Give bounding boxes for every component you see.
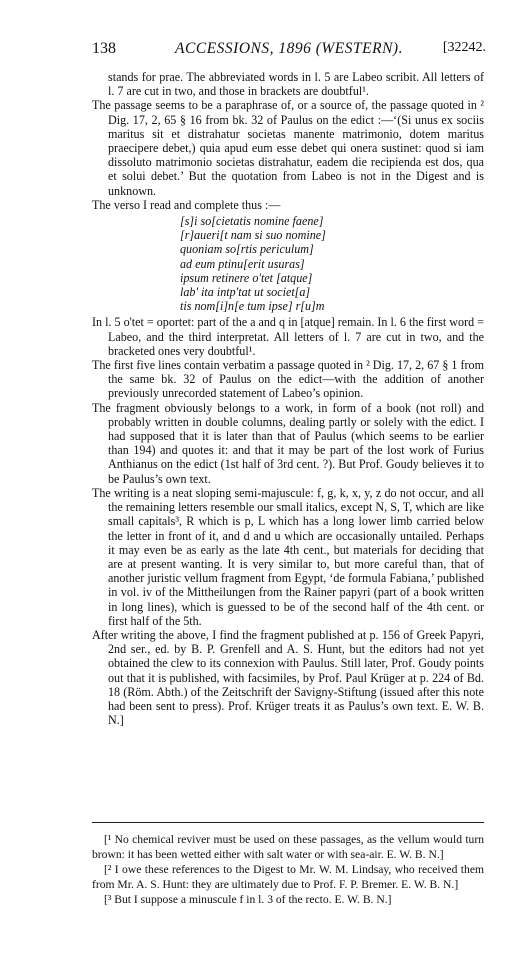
page-number: 138 — [92, 40, 116, 57]
footnote-divider — [92, 822, 484, 823]
main-text — [92, 70, 484, 727]
footnote-2: [² I owe these references to the Digest to Mr. W. M. Lindsay, who received them from Mr. A. S. Hunt: they are ultimately due to Prof. F. P. Bremer. E. W. B. N.] — [92, 863, 484, 891]
footnotes — [92, 832, 484, 907]
paragraph-7: The writing is a neat sloping semi-majuscule: f, g, k, x, y, z do not occur, and all the remaining letters resemble our small italics, except N, S, T, which are like small capitals³, R which is p, L which has a long lower limb carried below the letter in front of it, and d and u which are occasionally untailed. Perhaps it may even be as early as the late 4th cent., but materials for deciding that are at present wanting. It is very similar to, but more careful than, that of another juristic vellum fragment from Egypt, ‘de formula Fabiana,’ published in vol. iv of the Mittheilungen from the Rainer papyri (part of a book written in long lines), which is guessed to be of the second half of the 4th cent. or first half of the 5th. — [92, 485, 484, 628]
paragraph-1: stands for prae. The abbreviated words in l. 5 are Labeo scribit. All letters of l. 7 are cut in two, and those in brackets are doubtful¹. — [108, 70, 484, 99]
paragraph-2: The passage seems to be a paraphrase of, or a source of, the passage quoted in ² Dig. 17, 2, 65 § 16 from bk. 32 of Paulus on the edict :—‘(Si unus ex sociis maritus sit et distrahatur societas manente matrimonio, dotem maritus praecipere debet,) quia apud eum esse debet qui onera sustinet: quod si iam dissoluto matrimonio societas distrahatur, eadem die recipienda est dos, qua et solui debet.’ But the quotation from Labeo is not in the Digest and is unknown. — [92, 98, 484, 198]
verso-transcription — [180, 214, 484, 313]
verso-line: [s]i so[cietatis nomine faene] — [180, 214, 324, 229]
running-title: ACCESSIONS, 1896 (WESTERN). — [175, 40, 403, 57]
footnote-1: [¹ No chemical reviver must be used on these passages, as the vellum would turn brown: it has been wetted either with salt water or with sea-air. E. W. B. N.] — [92, 833, 484, 861]
verso-line: lab' ita intp'tat ut societ[a] — [180, 285, 311, 300]
paragraph-5: The first five lines contain verbatim a passage quoted in ² Dig. 17, 2, 67 § 1 from the same bk. 32 of Paulus on the edict—with the addition of another previously unrecorded statement of Labeo’s opinion. — [92, 358, 484, 401]
verso-line: tis nom[i]n[e tum ipse] r[u]m — [180, 299, 325, 314]
verso-line: quoniam so[rtis periculum] — [180, 242, 314, 257]
paragraph-6: The fragment obviously belongs to a work, in form of a book (not roll) and probably written in double columns, dealing partly or solely with the edict. I had supposed that it is later than that of Paulus (which seems to be earlier than 194) and quotes it: and that it may be part of the lost work of Furius Anthianus on the edict (1st half of 3rd cent. ?). But Prof. Goudy believes it to be Paulus’s own text. — [92, 400, 484, 486]
verso-line: ad eum ptinu[erit usuras] — [180, 256, 305, 271]
paragraph-3: The verso I read and complete thus :— — [92, 197, 281, 212]
footnote-3: [³ But I suppose a minuscule f in l. 3 of the recto. E. W. B. N.] — [104, 893, 392, 906]
catalogue-reference: [32242. — [442, 40, 486, 55]
running-header — [92, 40, 486, 62]
verso-line: ipsum retinere o'tet [atque] — [180, 270, 313, 285]
paragraph-4: In l. 5 o'tet = oportet: part of the a and q in [atque] remain. In l. 6 the first word = Labeo, and the third interpretat. All letters of l. 7 are cut in two, and the bracketed ones very doubtful¹. — [92, 315, 484, 358]
paragraph-8: After writing the above, I find the fragment published at p. 156 of Greek Papyri, 2nd ser., ed. by B. P. Grenfell and A. S. Hunt, but the editors had not yet obtained the clew to its connexion with Paulus. Still later, Prof. Goudy points out that it is published, with facsimiles, by Prof. Paul Krüger at p. 224 of Bd. 18 (Röm. Abth.) of the Zeitschrift der Savigny-Stiftung (issued after this note had been sent to press). Prof. Krüger treats it as Paulus’s own text. E. W. B. N.] — [92, 627, 484, 728]
verso-line: [r]aueri[t nam si suo nomine] — [180, 228, 326, 243]
